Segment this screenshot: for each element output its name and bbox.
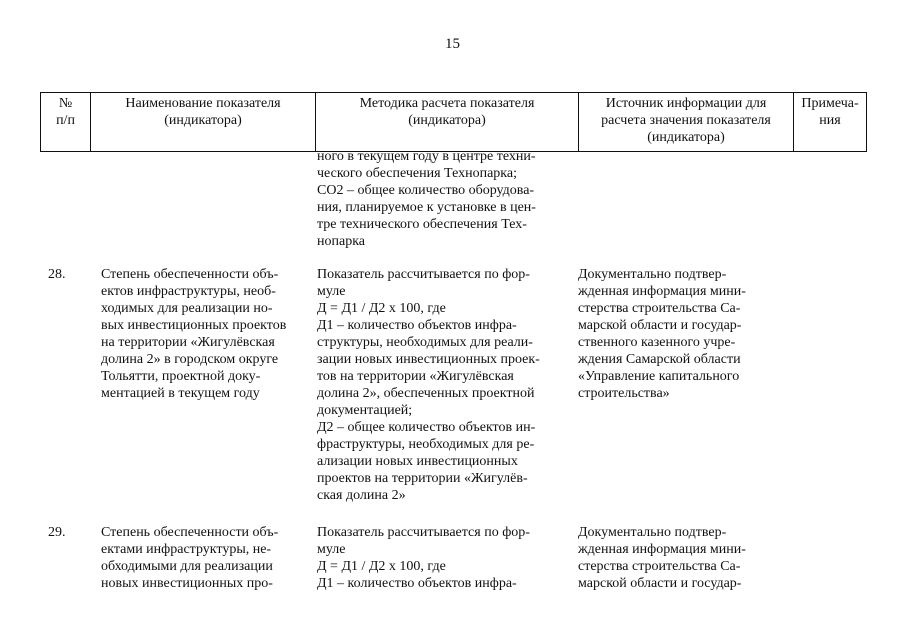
calculation-method: Показатель рассчитывается по фор- муле Д = Д1 / Д2 х 100, где Д1 – количество объектов инфра- структуры, необходимых для реали- зации новых инвестиционных проек- тов на территории «Жигулёвская долина 2», обеспеченных проектной документацией; Д2 – общее количество объектов ин- фраструктуры, необходимых для ре- ализации новых инвестиционных проектов на территории «Жигулёв- ская долина 2» <box>317 267 540 503</box>
row-number: 29. <box>48 525 66 540</box>
method-continuation: ного в текущем году в центре техни- ческого обеспечения Технопарка; СО2 – общее количество оборудова- ния, планируемое к установке в цен- тре технического обеспечения Тех- нопарка <box>317 149 536 249</box>
information-source: Документально подтвер- жденная информация мини- стерства строительства Са- марской области и государ- <box>578 525 746 591</box>
indicator-name: Степень обеспеченности объ- ектов инфраструктуры, необ- ходимых для реализации но- вых инвестиционных проектов на территории «Жигулёвская долина 2» в городском округе Тольятти, проектной доку- ментацией в текущем году <box>101 267 287 401</box>
calculation-method: Показатель рассчитывается по фор- муле Д = Д1 / Д2 х 100, где Д1 – количество объектов инфра- <box>317 525 530 591</box>
information-source: Документально подтвер- жденная информация мини- стерства строительства Са- марской области и государ- ственного казенного учре- ждения Самарской области «Управление капитального строительства» <box>578 267 746 401</box>
header-indicator-name: Наименование показателя (индикатора) <box>91 93 316 152</box>
header-information-source: Источник информации для расчета значения показателя (индикатора) <box>579 93 794 152</box>
header-row <box>41 93 867 152</box>
header-notes: Примеча- ния <box>794 93 867 152</box>
header-number: № п/п <box>41 93 91 152</box>
header-calculation-method: Методика расчета показателя (индикатора) <box>316 93 579 152</box>
page-number: 15 <box>445 36 460 52</box>
row-number: 28. <box>48 267 66 282</box>
indicator-name: Степень обеспеченности объ- ектами инфраструктуры, не- обходимыми для реализации новых инвестиционных про- <box>101 525 279 591</box>
table-header <box>40 92 867 152</box>
